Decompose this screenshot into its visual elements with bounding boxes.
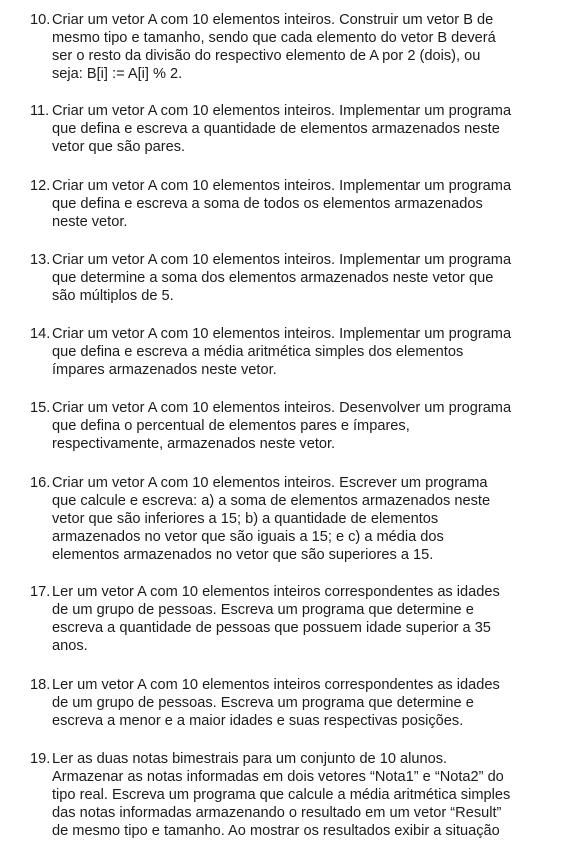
exercise-item — [30, 102, 570, 156]
exercise-item — [30, 676, 570, 730]
exercise-item — [30, 750, 570, 840]
exercise-text: Ler um vetor A com 10 elementos inteiros correspondentes as idades de um grupo de pessoas. Escreva um programa que determine e escreva a menor e a maior idades e suas respectivas posições. — [52, 677, 500, 729]
exercise-item — [30, 251, 570, 305]
exercise-number: 15. — [30, 400, 51, 416]
exercise-item — [30, 177, 570, 231]
exercise-number: 16. — [30, 475, 51, 491]
exercise-number: 19. — [30, 751, 51, 767]
exercise-item — [30, 325, 570, 379]
exercise-text: Criar um vetor A com 10 elementos inteiros. Implementar um programa que defina e escreva a soma de todos os elementos armazenados neste vetor. — [52, 178, 512, 230]
exercise-text: Criar um vetor A com 10 elementos inteiros. Escrever um programa que calcule e escreva: a) a soma de elementos armazenados neste vetor que são inferiores a 15; b) a quantidade de elementos armazenados no vetor que são iguais a 15; e c) a média dos elementos armazenados no vetor que são superiores a 15. — [52, 475, 491, 563]
exercise-text: Criar um vetor A com 10 elementos inteiros. Construir um vetor B de mesmo tipo e tamanho, sendo que cada elemento do vetor B deverá ser o resto da divisão do respectivo elemento de A por 2 (dois), ou seja: B[i] := A[i] % 2. — [52, 12, 496, 82]
exercise-item — [30, 583, 570, 655]
exercise-item — [30, 474, 570, 564]
exercise-list — [30, 11, 570, 840]
exercise-number: 18. — [30, 677, 51, 693]
exercise-item — [30, 399, 570, 453]
exercise-number: 10. — [30, 12, 51, 28]
exercise-text: Ler as duas notas bimestrais para um conjunto de 10 alunos. Armazenar as notas informadas em dois vetores “Nota1” e “Nota2” do tipo real. Escreva um programa que calcule a média aritmética simples das notas informadas armazenando o resultado em um vetor “Result” de mesmo tipo e tamanho. Ao mostrar os resultados exibir a situação — [52, 751, 511, 839]
exercise-text: Criar um vetor A com 10 elementos inteiros. Desenvolver um programa que defina o percentual de elementos pares e ímpares, respectivamente, armazenados neste vetor. — [52, 400, 512, 452]
exercise-text: Ler um vetor A com 10 elementos inteiros correspondentes as idades de um grupo de pessoas. Escreva um programa que determine e escreva a quantidade de pessoas que possuem idade superior a 35 anos. — [52, 584, 500, 654]
exercise-number: 11. — [30, 103, 50, 119]
exercise-number: 17. — [30, 584, 51, 600]
exercise-text: Criar um vetor A com 10 elementos inteiros. Implementar um programa que defina e escreva a média aritmética simples dos elementos ímpares armazenados neste vetor. — [52, 326, 512, 378]
exercise-number: 12. — [30, 178, 51, 194]
exercise-number: 14. — [30, 326, 51, 342]
exercise-item — [30, 11, 570, 83]
exercise-text: Criar um vetor A com 10 elementos inteiros. Implementar um programa que defina e escreva a quantidade de elementos armazenados neste vetor que são pares. — [52, 103, 512, 155]
exercise-text: Criar um vetor A com 10 elementos inteiros. Implementar um programa que determine a soma dos elementos armazenados neste vetor que são múltiplos de 5. — [52, 252, 512, 304]
exercise-number: 13. — [30, 252, 51, 268]
